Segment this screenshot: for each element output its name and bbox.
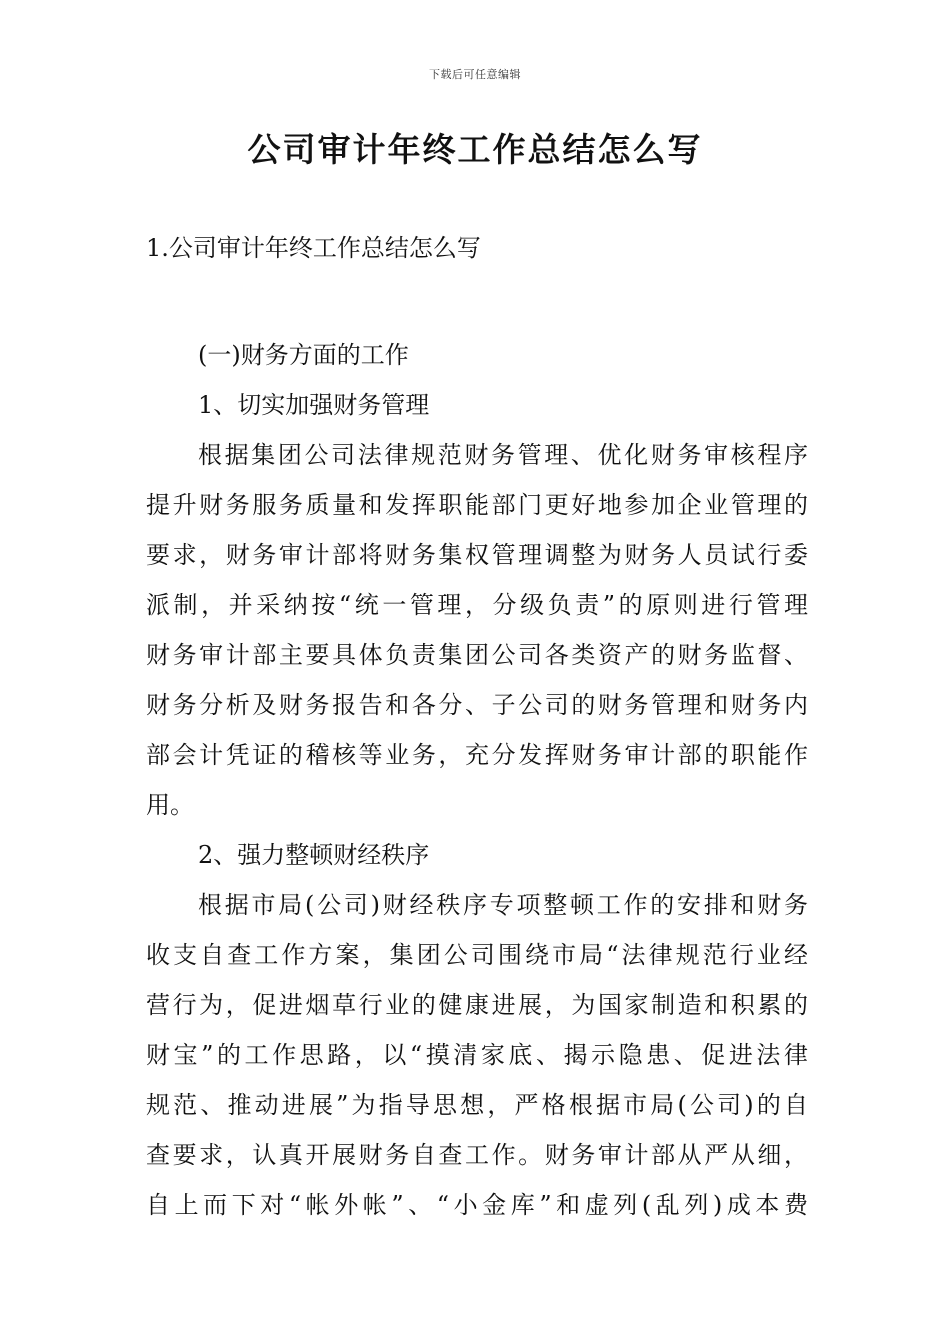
paragraph-line: 营行为，促进烟草行业的健康进展，为国家制造和积累的	[146, 991, 808, 1019]
paragraph-line: 收支自查工作方案，集团公司围绕市局“法律规范行业经	[146, 941, 808, 969]
paragraph-line: 查要求，认真开展财务自查工作。财务审计部从严从细，	[146, 1141, 808, 1169]
item-heading: 1、切实加强财务管理	[198, 391, 430, 419]
paragraph-line: 部会计凭证的稽核等业务，充分发挥财务审计部的职能作	[146, 741, 808, 769]
paragraph-line: 财务分析及财务报告和各分、子公司的财务管理和财务内	[146, 691, 808, 719]
header-note: 下载后可任意编辑	[429, 68, 521, 81]
paragraph-line: 规范、推动进展”为指导思想，严格根据市局(公司)的自	[146, 1091, 808, 1119]
paragraph-line: 根据集团公司法律规范财务管理、优化财务审核程序	[198, 441, 808, 469]
paragraph-line: 要求，财务审计部将财务集权管理调整为财务人员试行委	[146, 541, 808, 569]
section-heading: 1.公司审计年终工作总结怎么写	[146, 234, 481, 262]
paragraph-line: 自上而下对“帐外帐”、“小金库”和虚列(乱列)成本费	[146, 1191, 808, 1219]
paragraph-line: 用。	[146, 791, 194, 819]
paragraph-line: 提升财务服务质量和发挥职能部门更好地参加企业管理的	[146, 491, 808, 519]
paragraph-line: 财宝”的工作思路，以“摸清家底、揭示隐患、促进法律	[146, 1041, 808, 1069]
paragraph-line: 根据市局(公司)财经秩序专项整顿工作的安排和财务	[198, 891, 808, 919]
paragraph-line: 派制，并采纳按“统一管理，分级负责”的原则进行管理	[146, 591, 808, 619]
document-body	[146, 330, 808, 1230]
paragraph-line: 财务审计部主要具体负责集团公司各类资产的财务监督、	[146, 641, 808, 669]
subsection-heading: (一)财务方面的工作	[198, 341, 409, 369]
document-title: 公司审计年终工作总结怎么写	[247, 130, 703, 169]
item-heading: 2、强力整顿财经秩序	[198, 841, 430, 869]
